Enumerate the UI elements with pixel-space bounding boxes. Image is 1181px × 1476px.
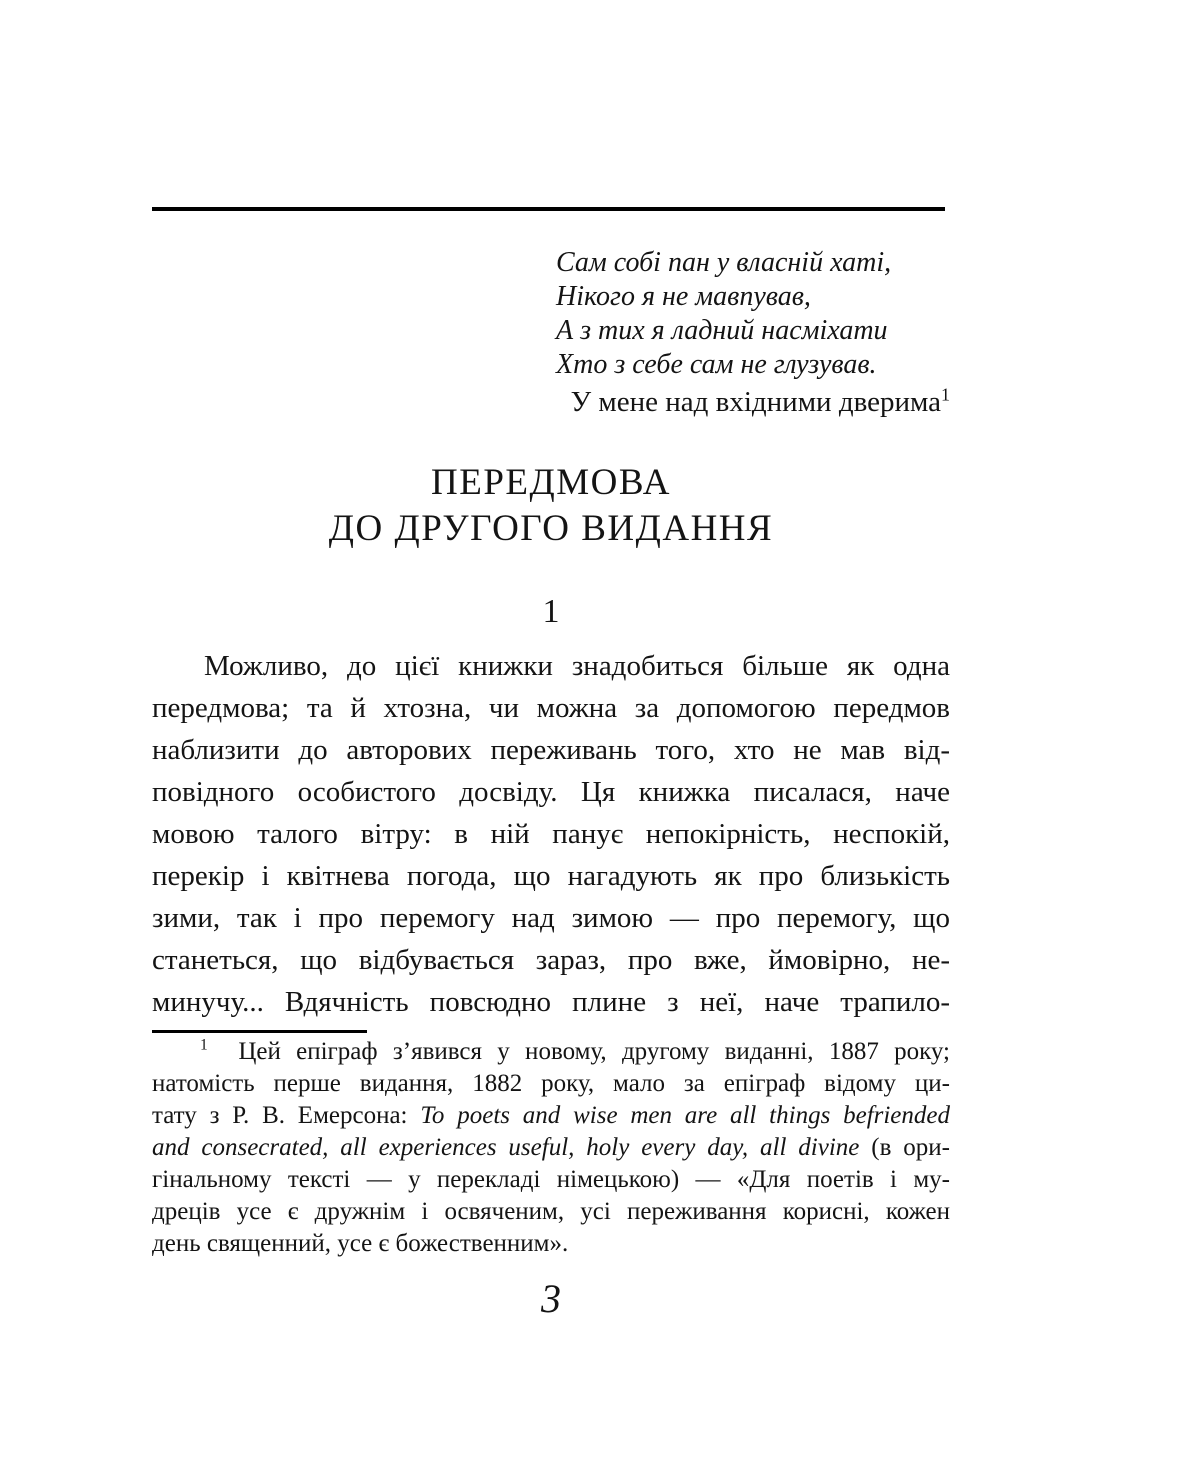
- footnote-separator-rule: [152, 1030, 367, 1033]
- body-line: зими, так і про перемогу над зимою — про перемогу, що: [152, 902, 950, 934]
- footnote-line: гінальному тексті — у перекладі німецькою) — «Для поетів і му-: [152, 1166, 950, 1193]
- footnote-number: 1: [200, 1036, 208, 1054]
- epigraph-attribution: [152, 384, 950, 420]
- chapter-heading-line1: ПЕРЕДМОВА: [431, 462, 671, 503]
- footnote-reference-mark: 1: [941, 384, 950, 405]
- epigraph: [556, 246, 956, 382]
- footnote-text: тату з Р. В. Емерсона:: [152, 1102, 421, 1129]
- body-line: передмова; та й хтозна, чи можна за допомогою передмов: [152, 692, 950, 724]
- epigraph-line: Сам собі пан у власній хаті,: [556, 247, 892, 278]
- chapter-top-rule: [152, 207, 945, 211]
- chapter-heading-line2: ДО ДРУГОГО ВИДАННЯ: [328, 508, 774, 549]
- body-line: наблизити до авторових переживань того, хто не мав від-: [152, 734, 950, 766]
- footnote-line: натомість перше видання, 1882 року, мало за епіграф відому ци-: [152, 1070, 950, 1097]
- body-line: минучу... Вдячність повсюдно плине з неї, наче трапило-: [152, 986, 950, 1018]
- footnote-text: (в ори-: [859, 1134, 950, 1161]
- page-number: 3: [541, 1276, 561, 1321]
- epigraph-line: Хто з себе сам не глузував.: [556, 349, 877, 380]
- body-line: перекір і квітнева погода, що нагадують як про близькість: [152, 860, 950, 892]
- footnote: [152, 1036, 950, 1260]
- footnote-quote-latin: and consecrated, all experiences useful, holy every day, all divine: [152, 1134, 860, 1161]
- body-paragraph: [152, 645, 950, 1023]
- footnote-quote-latin: To poets and wise men are all things befriended: [420, 1102, 951, 1129]
- footnote-text: Цей епіграф з’явився у новому, другому виданні, 1887 року;: [238, 1038, 951, 1065]
- footnote-line: [152, 1132, 950, 1164]
- footnote-line: [152, 1036, 950, 1068]
- body-line: Можливо, до цієї книжки знадобиться більше як одна: [204, 650, 950, 682]
- epigraph-line: А з тих я ладний насміхати: [556, 315, 888, 346]
- section-number: 1: [542, 593, 560, 630]
- body-line: станеться, що відбувається зараз, про вже, ймовірно, не-: [152, 944, 950, 976]
- footnote-line: [152, 1100, 950, 1132]
- epigraph-line: Нікого я не мавпував,: [556, 281, 811, 312]
- epigraph-attribution-text: У мене над вхідними дверима: [570, 386, 942, 418]
- body-line: повідного особистого досвіду. Ця книжка писалася, наче: [152, 776, 950, 808]
- body-line: мовою талого вітру: в ній панує непокірність, неспокій,: [152, 818, 950, 850]
- footnote-line: дреців усе є дружнім і освяченим, усі переживання корисні, кожен: [152, 1198, 950, 1225]
- footnote-line: день священний, усе є божественним».: [152, 1230, 569, 1257]
- chapter-heading: [152, 460, 950, 552]
